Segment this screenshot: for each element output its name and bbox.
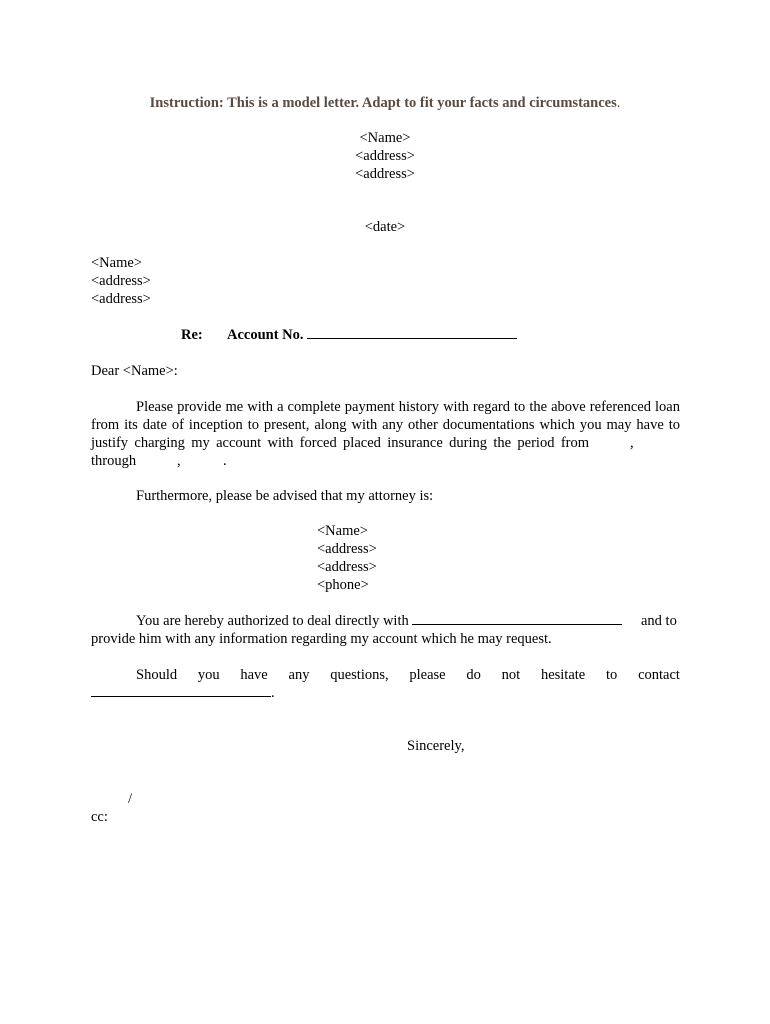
- contact-blank[interactable]: [91, 684, 271, 697]
- paragraph-1-line-1: Please provide me with a complete payment history with regard to the above referenced loan: [136, 399, 680, 415]
- date-field: <date>: [364, 219, 406, 235]
- signature-slash: /: [128, 791, 133, 807]
- recipient-block: [91, 254, 151, 308]
- paragraph-1-line-2: from its date of inception to present, along with any other documentations which you may have to: [91, 417, 680, 433]
- account-number-text: Account No.: [227, 327, 304, 343]
- attorney-block: [317, 522, 377, 594]
- cc-label: cc:: [91, 809, 108, 825]
- paragraph-3-line-2: provide him with any information regarding my account which he may request.: [91, 631, 552, 647]
- instruction-period: .: [616, 95, 621, 111]
- sender-address-1: <address>: [355, 148, 415, 164]
- p4-word-8: not: [501, 667, 521, 683]
- p4-word-2: you: [197, 667, 220, 683]
- p4-word-10: to: [606, 667, 618, 683]
- sender-name: <Name>: [359, 130, 411, 146]
- instruction-text: Instruction: This is a model letter. Adapt to fit your facts and circumstances: [149, 95, 617, 111]
- attorney-address-2: <address>: [317, 559, 377, 575]
- attorney-address-1: <address>: [317, 541, 377, 557]
- paragraph-1-through: through: [91, 453, 137, 469]
- p4-word-9: hesitate: [540, 667, 586, 683]
- paragraph-3-before: You are hereby authorized to deal directly with: [136, 613, 409, 629]
- paragraph-4-line-1: [136, 666, 680, 684]
- closing: Sincerely,: [407, 738, 465, 754]
- recipient-address-1: <address>: [91, 273, 151, 289]
- recipient-name: <Name>: [91, 255, 142, 271]
- attorney-phone: <phone>: [317, 577, 369, 593]
- paragraph-1-line-3-comma: ,: [630, 435, 634, 451]
- attorney-name: <Name>: [317, 523, 368, 539]
- paragraph-3-line-1: [136, 612, 622, 630]
- p4-word-5: questions,: [330, 667, 389, 683]
- p4-word-7: do: [466, 667, 481, 683]
- sender-address-2: <address>: [355, 166, 415, 182]
- paragraph-1-line-4-period: .: [223, 453, 227, 469]
- sender-block: [0, 129, 770, 183]
- paragraph-1-line-4-comma: ,: [177, 453, 181, 469]
- authorized-party-blank[interactable]: [412, 612, 622, 625]
- account-number-label: [227, 326, 517, 344]
- p4-word-11: contact: [638, 667, 680, 683]
- p4-word-1: Should: [136, 667, 178, 683]
- recipient-address-2: <address>: [91, 291, 151, 307]
- account-number-blank[interactable]: [307, 326, 517, 339]
- p4-word-3: have: [240, 667, 268, 683]
- paragraph-3-after: and to: [641, 613, 677, 629]
- p4-word-6: please: [409, 667, 446, 683]
- re-label: Re:: [181, 327, 203, 343]
- instruction-line: [0, 94, 770, 112]
- paragraph-4-line-2: [91, 684, 275, 702]
- salutation: Dear <Name>:: [91, 363, 178, 379]
- date-block: [0, 218, 770, 236]
- paragraph-1-line-3: justify charging my account with forced placed insurance during the period from: [91, 435, 589, 451]
- paragraph-4-end: .: [271, 685, 275, 701]
- paragraph-2: Furthermore, please be advised that my attorney is:: [136, 488, 434, 504]
- p4-word-4: any: [288, 667, 310, 683]
